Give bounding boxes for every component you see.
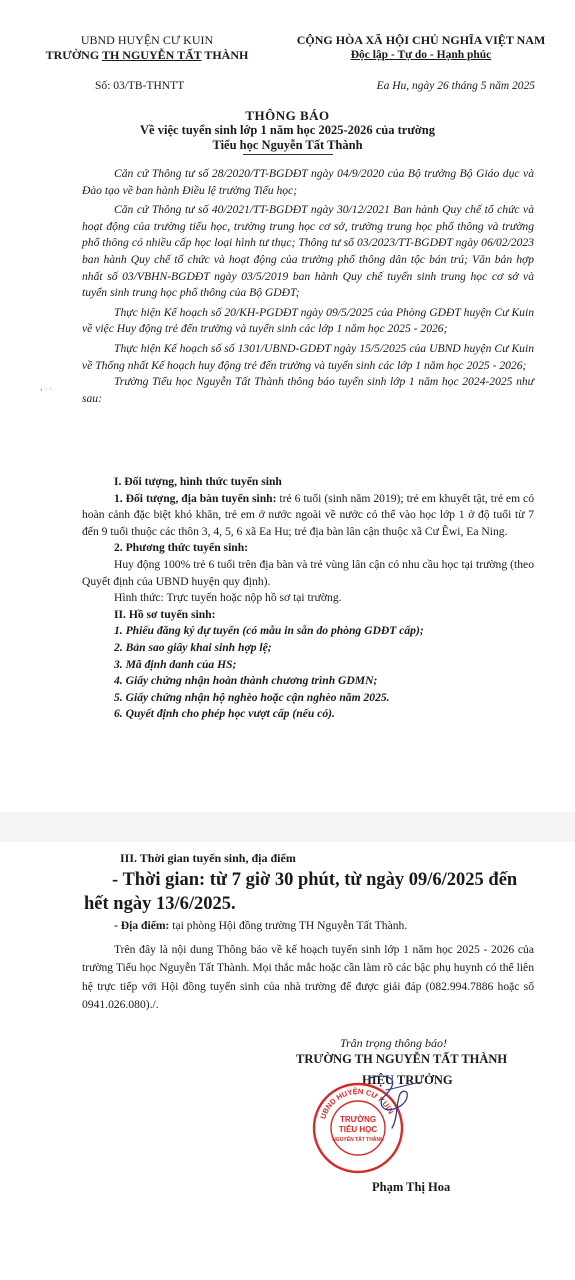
basis-paragraph: Trường Tiểu học Nguyễn Tất Thành thông báo tuyển sinh lớp 1 năm học 2024-2025 như sau: xyxy=(82,375,534,405)
seal-line: TRƯỜNG xyxy=(339,1115,377,1124)
dossier-item: 2. Bản sao giấy khai sinh hợp lệ; xyxy=(114,640,272,654)
nation-motto: Độc lập - Tự do - Hạnh phúc xyxy=(350,49,492,61)
seal-line: TIỂU HỌC xyxy=(338,1125,378,1134)
nation-name: CỘNG HÒA XÃ HỘI CHỦ NGHĨA VIỆT NAM xyxy=(296,33,546,47)
section-2-heading: II. Hồ sơ tuyển sinh: xyxy=(114,607,216,621)
dossier-item: 1. Phiếu đăng ký dự tuyển (có mẫu in sẵn do phòng GDĐT cấp); xyxy=(114,624,424,638)
basis-paragraph: Căn cứ Thông tư số 40/2021/TT-BGDĐT ngày 30/12/2021 Ban hành Quy chế tổ chức và hoạt động của trường tiểu học, trường trung học cơ sở, trường trung học phổ thông và trường phổ thông có nhiều cấp học loại hình tư thục; Thông tư số 03/2023/TT-BGDĐT ngày 06/02/2023 ban hành Quy chế tổ chức và hoạt động của trường phổ thông dân tộc bán trú; Văn bản hợp nhất số 03/VBHN-BGDĐT ngày 03/5/2019 ban hành Quy chế tuyển sinh trung học cơ sở và tuyển sinh trung học phổ thông của Bộ GDĐT; xyxy=(82,203,534,300)
section-body xyxy=(82,474,534,723)
enrollment-time-end xyxy=(84,893,534,916)
basis-paragraph: Căn cứ Thông tư số 28/2020/TT-BGDĐT ngày 04/9/2020 của Bộ trưởng Bộ Giáo dục và Đào tạo về ban hành Điều lệ trường Tiểu học; xyxy=(82,167,534,197)
basis-paragraph: Thực hiện Kế hoạch số 20/KH-PGDĐT ngày 09/5/2025 của Phòng GDĐT huyện Cư Kuin về việc Huy động trẻ đến trường và tuyển sinh các lớp 1 năm học 2025 - 2026; xyxy=(82,305,534,336)
section-1-subject: 1. Đối tượng, địa bàn tuyển sinh: trẻ 6 tuổi (sinh năm 2019); trẻ em khuyết tật, trẻ em có hoàn cảnh đặc biệt khó khăn, trẻ em ở nước ngoài về nước có thể vào học lớp 1 ở độ tuổi từ 7 đến 9 tuổi thuộc các thôn 3, 4, 5, 6 xã Ea Hu; trẻ địa bàn lân cận thuộc xã Cư Êwi, Ea Ning. xyxy=(82,491,534,538)
basis-paragraph: Thực hiện Kế hoạch số số 1301/UBND-GDĐT ngày 15/5/2025 của UBND huyện Cư Kuin về Thống nhất Kế hoạch huy động trẻ đến trường và tuyển sinh các lớp 1 năm học 2025 - 2026; xyxy=(82,341,534,372)
section-1-form: Hình thức: Trực tuyến hoặc nộp hồ sơ tại trường. xyxy=(114,591,342,605)
section-1-method-text: Huy động 100% trẻ 6 tuổi trên địa bàn và trẻ vùng lân cận có nhu cầu học tại trường (theo Quyết định của UBND huyện quy định). xyxy=(82,557,534,588)
handwritten-signature-icon xyxy=(362,1072,432,1132)
enrollment-time xyxy=(112,869,542,892)
signer-school: TRƯỜNG TH NGUYỄN TẤT THÀNH xyxy=(296,1052,508,1066)
time-line-1: - Thời gian: từ 7 giờ 30 phút, từ ngày 09/6/2025 đến xyxy=(112,870,518,890)
time-line-2: hết ngày 13/6/2025. xyxy=(84,894,236,914)
closing-thanks: Trân trọng thông báo! xyxy=(340,1036,448,1050)
dossier-item: 5. Giấy chứng nhận hộ nghèo hoặc cận nghèo năm 2025. xyxy=(114,690,390,704)
dossier-item: 6. Quyết định cho phép học vượt cấp (nếu có). xyxy=(114,707,335,721)
section-3-body xyxy=(82,918,534,1015)
school-name: TRƯỜNG TH NGUYỄN TẤT THÀNH xyxy=(45,48,249,62)
enrollment-place: - Địa điểm: tại phòng Hội đồng trường TH Nguyễn Tất Thành. xyxy=(114,919,408,932)
nation-block xyxy=(280,33,562,63)
seal-line: NGUYỄN TẤT THÀNH xyxy=(332,1137,384,1143)
legal-basis xyxy=(82,166,534,407)
signer-name: Phạm Thị Hoa xyxy=(372,1180,451,1194)
agency-name: UBND HUYỆN CƯ KUIN xyxy=(80,33,214,47)
dossier-item: 4. Giấy chứng nhận hoàn thành chương trình GDMN; xyxy=(114,674,378,688)
title-line-1: THÔNG BÁO xyxy=(245,108,330,123)
page-gap xyxy=(0,812,575,842)
dossier-item: 3. Mã định danh của HS; xyxy=(114,657,237,671)
document-date: Ea Hu, ngày 26 tháng 5 năm 2025 xyxy=(376,80,535,92)
title-line-2: Về việc tuyển sinh lớp 1 năm học 2025-2026 của trường xyxy=(140,123,435,137)
seal-ring-text: UBND HUYỆN CƯ KUIN xyxy=(318,1086,396,1121)
section-1-heading: I. Đối tượng, hình thức tuyển sinh xyxy=(114,475,282,488)
title-divider xyxy=(243,154,333,155)
document-number: Số: 03/TB-THNTT xyxy=(95,80,185,92)
section-3-heading: III. Thời gian tuyển sinh, địa điểm xyxy=(120,851,296,865)
document-title xyxy=(0,108,575,155)
margin-mark: ‹ · · xyxy=(40,385,52,394)
issuer-block xyxy=(22,33,272,63)
section-1-method-heading: 2. Phương thức tuyển sinh: xyxy=(114,541,249,555)
signer-role: HIỆU TRƯỞNG xyxy=(362,1073,453,1087)
closing-paragraph: Trên đây là nội dung Thông báo về kế hoạch tuyển sinh lớp 1 năm học 2025 - 2026 của trường Tiểu học Nguyễn Tất Thành. Mọi thắc mắc hoặc cần làm rõ các bậc phụ huynh có thể liên hệ trực tiếp với Hội đồng tuyển sinh của nhà trường để được giải đáp (082.994.7886 hoặc số 0941.026.080)./. xyxy=(82,942,534,1012)
title-line-3: Tiểu học Nguyễn Tất Thành xyxy=(212,138,363,152)
